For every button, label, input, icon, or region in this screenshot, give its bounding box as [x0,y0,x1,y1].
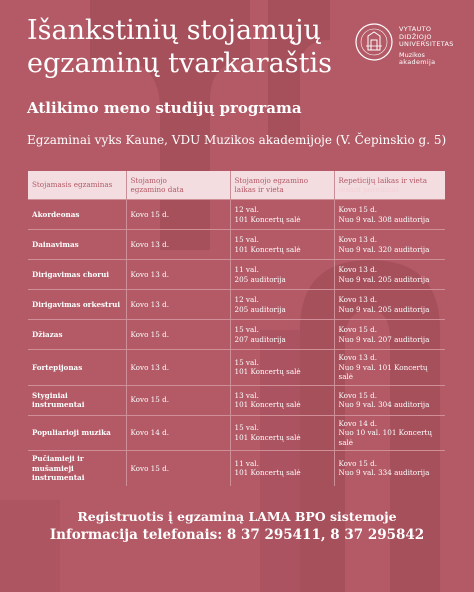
exam-name: Dainavimas [28,230,126,260]
exam-name: Fortepijonas [28,350,126,386]
rehearsal-info: Kovo 13 d. Nuo 9 val. 205 auditorija [334,260,445,290]
exam-name: Pučiamieji ir mušamieji instrumentai [28,451,126,486]
rehearsal-info: Kovo 15 d. Nuo 9 val. 207 auditorija [334,320,445,350]
exam-time-place: 11 val. 205 auditorija [230,260,334,290]
table-row [28,415,445,451]
table-row [28,350,445,386]
rehearsal-info: Kovo 15 d. Nuo 9 val. 334 auditorija [334,451,445,486]
table-row [28,320,445,350]
exam-name: Džiazas [28,320,126,350]
exam-time-place: 15 val. 101 Koncertų salė [230,230,334,260]
page-title: Išankstinių stojamųjų egzaminų tvarkaraštis [27,15,332,79]
table-row [28,451,445,486]
table-row [28,260,445,290]
table-row [28,230,445,260]
header-date: Stojamojo egzamino data [126,171,230,200]
program-title: Atlikimo meno studijų programa [27,99,302,117]
exam-time-place: 15 val. 101 Koncertų salė [230,350,334,386]
university-name: VYTAUTO DIDŽIOJO UNIVERSITETAS Muzikos akademija [399,25,454,66]
exam-time-place: 15 val. 207 auditorija [230,320,334,350]
table-row [28,200,445,230]
exam-date: Kovo 14 d. [126,415,230,451]
exam-time-place: 12 val. 101 Koncertų salė [230,200,334,230]
exam-name: Populiarioji muzika [28,415,126,451]
exam-date: Kovo 15 d. [126,320,230,350]
rehearsal-info: Kovo 13 d. Nuo 9 val. 205 auditorija [334,290,445,320]
exam-name: Dirigavimas chorui [28,260,126,290]
exam-date: Kovo 15 d. [126,200,230,230]
exam-name: Akordeonas [28,200,126,230]
exam-time-place: 12 val. 205 auditorija [230,290,334,320]
exam-date: Kovo 13 d. [126,230,230,260]
contact-phones: Informacija telefonais: 8 37 295411, 8 37 295842 [49,527,425,543]
exam-date: Kovo 15 d. [126,385,230,415]
rehearsal-info: Kovo 13 d. Nuo 9 val. 320 auditorija [334,230,445,260]
exam-date: Kovo 15 d. [126,451,230,486]
header-exam: Stojamasis egzaminas [28,171,126,200]
table-header-row [28,171,445,200]
rehearsal-info: Kovo 15 d. Nuo 9 val. 304 auditorija [334,385,445,415]
header-rehearsal: Repeticijų laikas ir vieta (esant poreikiui) [334,171,445,200]
exam-name: Dirigavimas orkestrui [28,290,126,320]
exam-date: Kovo 13 d. [126,260,230,290]
header-time-place: Stojamojo egzamino laikas ir vieta [230,171,334,200]
location-text: Egzaminai vyks Kaune, VDU Muzikos akademijoje (V. Čepinskio g. 5) [27,133,447,147]
exam-time-place: 13 val. 101 Koncertų salė [230,385,334,415]
exam-name: Styginiai instrumentai [28,385,126,415]
exam-date: Kovo 13 d. [126,290,230,320]
exam-time-place: 15 val. 101 Koncertų salė [230,415,334,451]
table-row [28,290,445,320]
exam-schedule-table [28,171,445,486]
table-row [28,385,445,415]
rehearsal-info: Kovo 14 d. Nuo 10 val. 101 Koncertų salė [334,415,445,451]
rehearsal-info: Kovo 13 d. Nuo 9 val. 101 Koncertų salė [334,350,445,386]
exam-date: Kovo 13 d. [126,350,230,386]
rehearsal-info: Kovo 15 d. Nuo 9 val. 308 auditorija [334,200,445,230]
registration-note: Registruotis į egzaminą LAMA BPO sistemoje [77,509,397,524]
exam-time-place: 11 val. 101 Koncertų salė [230,451,334,486]
